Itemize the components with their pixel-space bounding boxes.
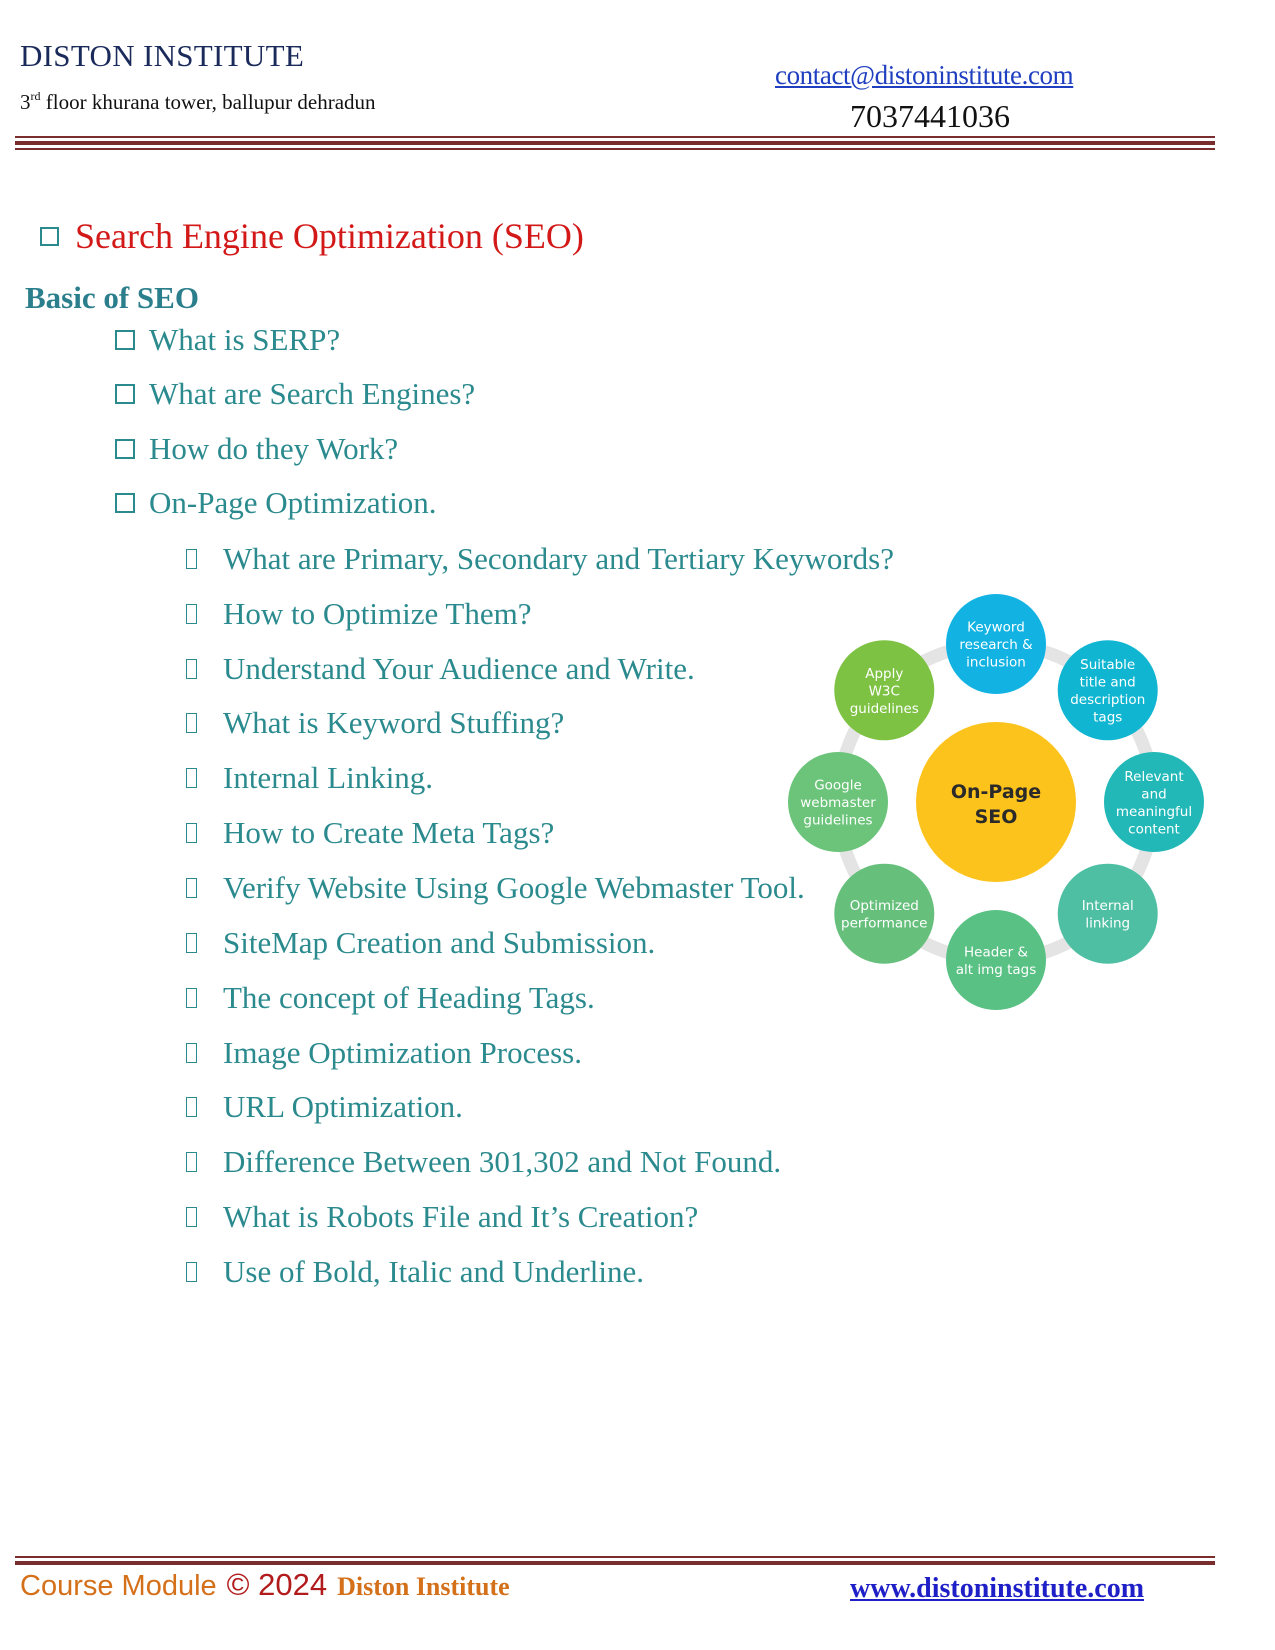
- list-item: What is Robots File and It’s Creation?: [186, 1199, 698, 1235]
- bullet-icon: [186, 823, 197, 843]
- list-item: The concept of Heading Tags.: [186, 980, 595, 1016]
- checkbox-icon: [115, 493, 135, 513]
- diagram-node-label: webmaster: [800, 795, 876, 811]
- footer-website-link[interactable]: www.distoninstitute.com: [850, 1573, 1145, 1604]
- list-item: How to Create Meta Tags?: [186, 815, 554, 851]
- header-divider: [15, 148, 1215, 150]
- bullet-icon: [186, 1152, 197, 1172]
- bullet-icon: [186, 659, 197, 679]
- diagram-node-label: W3C: [868, 683, 900, 700]
- institute-name: DISTON INSTITUTE: [20, 38, 305, 73]
- bullet-icon: [186, 988, 197, 1008]
- bullet-icon: [186, 1097, 197, 1117]
- checkbox-icon: [115, 384, 135, 404]
- list-item: What is Keyword Stuffing?: [186, 705, 564, 741]
- bullet-icon: [186, 604, 197, 624]
- on-page-seo-diagram: [800, 590, 1260, 1030]
- checkbox-icon: [40, 227, 59, 246]
- diagram-node-label: meaningful: [1115, 803, 1193, 820]
- list-item: URL Optimization.: [186, 1089, 463, 1125]
- diagram-node-label: Optimized: [849, 897, 919, 914]
- list-item: How do they Work?: [115, 431, 398, 467]
- diagram-node-label: Suitable: [1080, 657, 1136, 674]
- diagram-node-label: alt img tags: [955, 961, 1037, 978]
- diagram-center-label: On-Page: [950, 781, 1042, 803]
- list-item: Understand Your Audience and Write.: [186, 651, 695, 687]
- bullet-icon: [186, 549, 197, 569]
- checkbox-icon: [115, 439, 135, 459]
- diagram-node-label: Header &: [964, 944, 1028, 961]
- diagram-node-label: Relevant: [1124, 768, 1184, 785]
- bullet-icon: [186, 1207, 197, 1227]
- diagram-node-label: Apply: [865, 665, 904, 682]
- institute-address: 3rd floor khurana tower, ballupur dehradun: [20, 89, 376, 114]
- diagram-node-label: research &: [959, 637, 1033, 653]
- list-item: What are Primary, Secondary and Tertiary Keywords?: [186, 541, 894, 577]
- footer-divider: [15, 1561, 1215, 1565]
- list-item: What is SERP?: [115, 322, 340, 358]
- diagram-node-label: Google: [814, 777, 862, 794]
- list-item: Image Optimization Process.: [186, 1035, 582, 1071]
- checkbox-icon: [115, 330, 135, 350]
- contact-phone: 7037441036: [850, 98, 1010, 134]
- diagram-node-label: and: [1141, 786, 1167, 803]
- footer-course-module: Course Module © 2024 Diston Institute: [20, 1567, 510, 1602]
- list-item: Internal Linking.: [186, 760, 433, 796]
- diagram-node-label: Keyword: [967, 619, 1025, 636]
- bullet-icon: [186, 878, 197, 898]
- bullet-icon: [186, 713, 197, 733]
- diagram-node-label: performance: [841, 915, 928, 932]
- sub-heading: Basic of SEO: [25, 280, 199, 315]
- diagram-node-label: guidelines: [849, 700, 919, 717]
- diagram-node-label: guidelines: [803, 812, 873, 829]
- header-divider: [15, 141, 1215, 145]
- list-item: Verify Website Using Google Webmaster Tool.: [186, 870, 805, 906]
- list-item: How to Optimize Them?: [186, 596, 532, 632]
- bullet-icon: [186, 768, 197, 788]
- diagram-center-label: SEO: [974, 806, 1018, 828]
- contact-email-link[interactable]: contact@distoninstitute.com: [775, 60, 1074, 90]
- diagram-node-label: description: [1070, 692, 1146, 709]
- list-item: What are Search Engines?: [115, 376, 475, 412]
- main-heading: Search Engine Optimization (SEO): [40, 215, 584, 257]
- list-item: On-Page Optimization.: [115, 485, 437, 521]
- header-divider: [15, 136, 1215, 138]
- bullet-icon: [186, 933, 197, 953]
- list-item: SiteMap Creation and Submission.: [186, 925, 655, 961]
- footer-divider: [15, 1556, 1215, 1558]
- list-item: Difference Between 301,302 and Not Found.: [186, 1144, 781, 1180]
- diagram-node-label: linking: [1085, 915, 1131, 932]
- bullet-icon: [186, 1262, 197, 1282]
- diagram-node-label: inclusion: [966, 654, 1026, 671]
- bullet-icon: [186, 1043, 197, 1063]
- diagram-node-label: title and: [1079, 674, 1136, 691]
- diagram-node-label: tags: [1093, 709, 1123, 726]
- diagram-node-label: Internal: [1081, 897, 1134, 914]
- diagram-node-label: content: [1128, 821, 1180, 838]
- list-item: Use of Bold, Italic and Underline.: [186, 1254, 644, 1290]
